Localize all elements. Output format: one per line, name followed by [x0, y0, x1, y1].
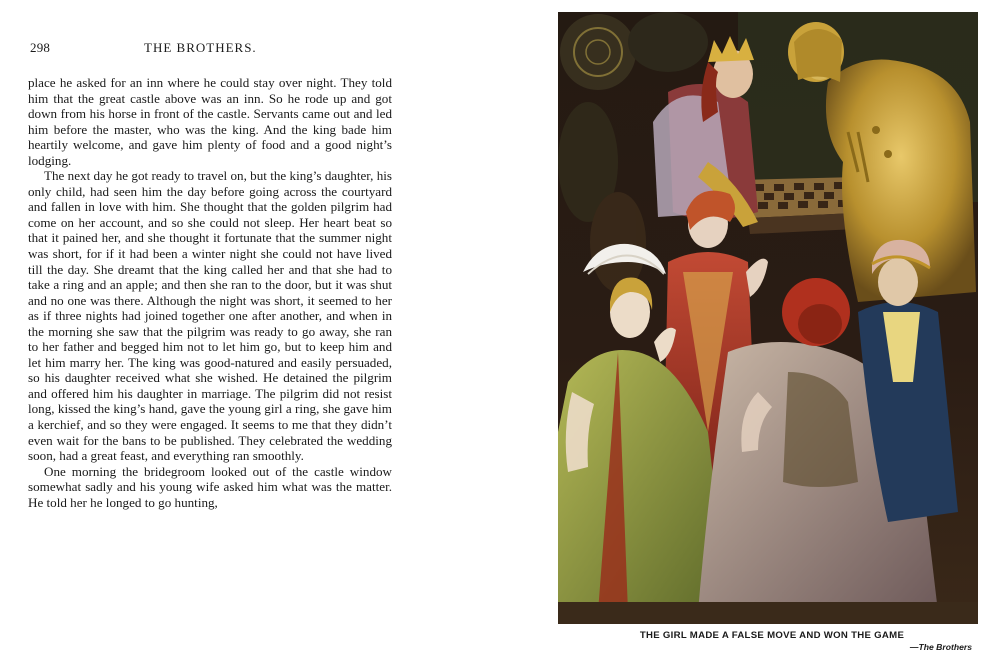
illustration-painting: [558, 12, 978, 624]
caption-source: —The Brothers: [909, 642, 972, 652]
running-head: [28, 40, 392, 62]
paragraph-2: The next day he got ready to travel on, but the king’s daughter, his only child, had seen him the day before going across the courtyard and fallen in love with him. She thought that the golden pilgrim had come on her account, and so she could not sleep. Her heart beat so that it pained her, and she thought it fortunate that the summer night was short, for if it had been a winter night she could not have lived till the day. She dreamt that the king called her and that she had to take a ring and an apple; and then she ran to the door, but it was shut and no one was there. Although the night was short, it seemed to her as if three nights had joined together one after another, and when in the morning she saw that the pilgrim was ready to go away, she ran to her father and begged him not to let him go, but to keep him and let him marry her. The king was good-natured and easily persuaded, so his daughter received what she wished. He detained the pilgrim and offered him his daughter in marriage. The pilgrim did not resist long, kissed the king’s hand, gave the young girl a ring, she gave him a kerchief, and so they were engaged. It seems to me that they didn’t even wait for the bans to be published. They celebrated the wedding soon, had a great feast, and everything ran smoothly.: [28, 168, 392, 464]
illustration-plate: [558, 12, 978, 624]
illustration-caption: THE GIRL MADE A FALSE MOVE AND WON THE GAME: [639, 630, 905, 641]
page-number: 298: [30, 40, 51, 55]
paragraph-3: One morning the bridegroom looked out of the castle window somewhat sadly and his young wife asked him what was the matter. He told her he longed to go hunting,: [28, 463, 392, 510]
running-title: THE BROTHERS.: [144, 40, 257, 55]
paragraph-1: place he asked for an inn where he could stay over night. They told him that the great castle above was an inn. So he rode up and got down from his horse in front of the castle. Servants came out and led him before the master, who was the king. And the king bade him heartily welcome, and gave him plenty of food and a good night’s lodging.: [28, 75, 392, 168]
body-text: [28, 75, 392, 510]
left-text-page: [28, 40, 392, 510]
